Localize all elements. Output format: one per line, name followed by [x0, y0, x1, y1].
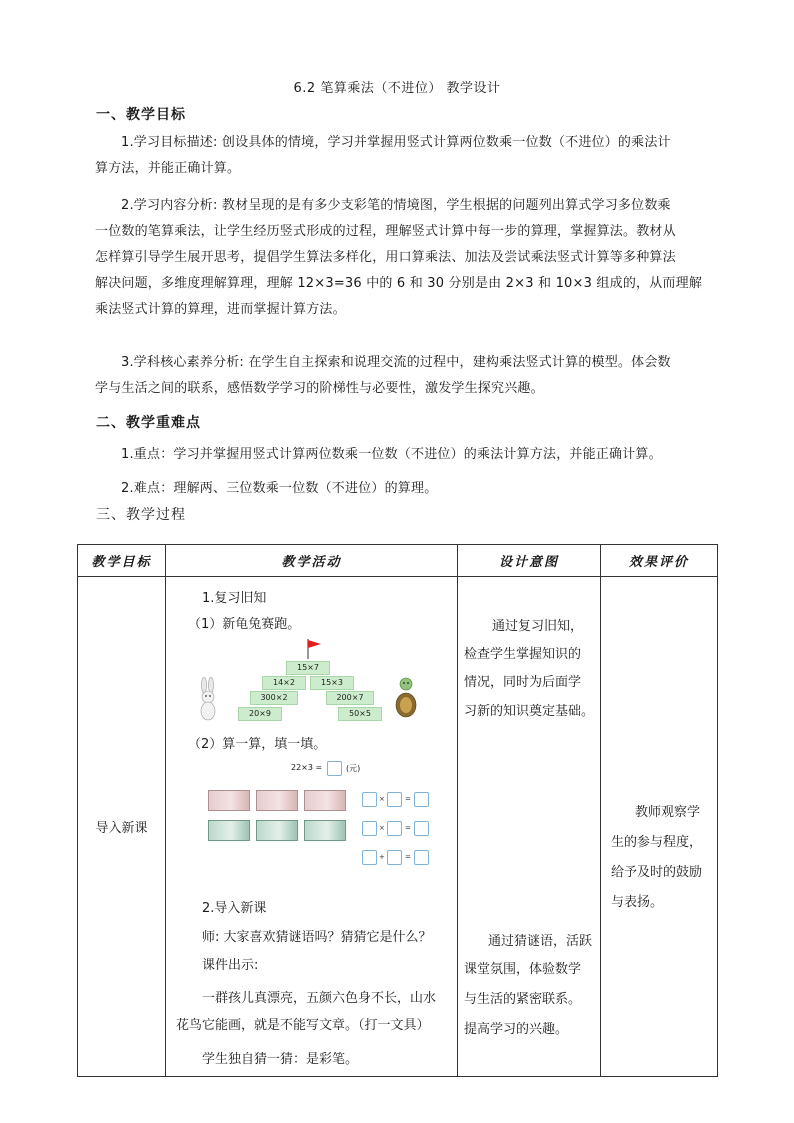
fill-box [362, 821, 377, 836]
banknote-10-icon [208, 790, 250, 811]
evaluation-cell [601, 577, 718, 1077]
intent-cell [458, 577, 601, 1077]
goal-cell: 导入新课 [78, 577, 166, 1077]
fill-box [387, 850, 402, 865]
intent-line: 检查学生掌握知识的 [464, 647, 582, 662]
intent-line: 通过猜谜语，活跃 [488, 934, 593, 949]
pyramid-block: 200×7 [326, 691, 374, 705]
keypoint-line: 1.重点：学习并掌握用竖式计算两位数乘一位数（不进位）的乘法计算方法，并能正确计算。 [121, 447, 662, 462]
section-heading-goals: 一、教学目标 [96, 107, 186, 123]
flag-icon [306, 639, 324, 659]
equals-sign: = [405, 853, 411, 861]
turtle-icon [394, 675, 418, 721]
activity-line: （2）算一算，填一填。 [188, 737, 327, 752]
page-title: 6.2 笔算乘法（不进位） 教学设计 [293, 81, 501, 96]
banknote-10-icon [304, 790, 346, 811]
line: 乘法竖式计算的算理，进而掌握计算方法。 [95, 302, 346, 317]
equation-text: 22×3 = [291, 763, 323, 772]
equals-sign: = [405, 824, 411, 832]
activity-line: 学生独自猜一猜：是彩笔。 [202, 1052, 359, 1067]
header-activity: 教学活动 [166, 545, 458, 577]
evaluation-line: 与表扬。 [611, 895, 664, 910]
pyramid-block: 20×9 [238, 707, 282, 721]
activity-line: 师: 大家喜欢猜谜语吗？猜猜它是什么？ [202, 930, 432, 945]
banknote-10-icon [256, 790, 298, 811]
goal-paragraph-3 [95, 350, 715, 402]
activity-line: 2.导入新课 [202, 901, 267, 916]
intent-line: 提高学习的兴趣。 [464, 1022, 569, 1037]
times-sign: × [379, 795, 385, 803]
activity-line: 课件出示: [202, 958, 259, 973]
header-goal: 教学目标 [78, 545, 166, 577]
times-sign: × [379, 824, 385, 832]
banknote-1-icon [208, 820, 250, 841]
activity-line: 1.复习旧知 [202, 591, 267, 606]
pyramid-block: 15×3 [310, 676, 354, 690]
activity-line: （1）新龟兔赛跑。 [188, 617, 301, 632]
rabbit-icon [196, 677, 220, 723]
line: 3.学科核心素养分析: 在学生自主探索和说理交流的过程中，建构乘法竖式计算的模型。体会数 [121, 355, 671, 370]
line: 解决问题，多维度理解算理，理解 12×3=36 中的 6 和 30 分别是由 2×3 和 10×3 组成的，从而理解 [95, 276, 703, 291]
evaluation-line: 给予及时的鼓励 [611, 865, 703, 880]
intent-line: 通过复习旧知， [492, 619, 584, 634]
banknote-1-icon [256, 820, 298, 841]
goal-paragraph-1 [95, 130, 715, 182]
activity-line: 一群孩儿真漂亮，五颜六色身不长，山水 [202, 991, 437, 1006]
fill-box [362, 792, 377, 807]
header-evaluation: 效果评价 [601, 545, 718, 577]
section-heading-process: 三、教学过程 [96, 507, 186, 523]
intent-line: 情况，同时为后面学 [464, 675, 582, 690]
line: 学与生活之间的联系，感悟数学学习的阶梯性与必要性，激发学生探究兴趣。 [95, 381, 544, 396]
evaluation-line: 教师观察学 [635, 805, 701, 820]
line: 怎样算引导学生展开思考，提倡学生算法多样化，用口算乘法、加法及尝试乘法竖式计算等多种算法 [95, 250, 676, 265]
equals-sign: = [405, 795, 411, 803]
line: 算方法，并能正确计算。 [95, 161, 241, 176]
section-heading-keypoints: 二、教学重难点 [96, 415, 201, 431]
plus-sign: + [379, 853, 385, 861]
fill-box [414, 821, 429, 836]
line: 2.学习内容分析: 教材呈现的是有多少支彩笔的情境图，学生根据的问题列出算式学习多位数乘 [121, 198, 671, 213]
unit-text: (元) [346, 764, 361, 773]
process-table [77, 544, 718, 1077]
intent-line: 与生活的紧密联系。 [464, 992, 582, 1007]
line: 1.学习目标描述: 创设具体的情境，学习并掌握用竖式计算两位数乘一位数（不进位）的乘法计 [121, 135, 671, 150]
activity-cell [166, 577, 458, 1077]
pyramid-block: 300×2 [250, 691, 298, 705]
answer-box [327, 761, 342, 776]
line: 一位数的笔算乘法，让学生经历竖式形成的过程，理解竖式计算中每一步的算理，掌握算法。教材从 [95, 224, 676, 239]
pyramid-block: 15×7 [286, 661, 330, 675]
pyramid-block: 14×2 [262, 676, 306, 690]
banknote-1-icon [304, 820, 346, 841]
difficulty-line: 2.难点：理解两、三位数乘一位数（不进位）的算理。 [121, 481, 438, 496]
fill-box [362, 850, 377, 865]
fill-box [414, 792, 429, 807]
goal-paragraph-2 [95, 193, 715, 323]
header-intent: 设计意图 [458, 545, 601, 577]
fill-box [414, 850, 429, 865]
fill-box [387, 792, 402, 807]
table-header-row [78, 545, 718, 577]
pyramid-block: 50×5 [338, 707, 382, 721]
intent-line: 课堂氛围，体验数学 [464, 962, 582, 977]
activity-line: 花鸟它能画，就是不能写文章。（打一文具） [176, 1018, 430, 1033]
evaluation-line: 生的参与程度， [611, 835, 703, 850]
intent-line: 习新的知识奠定基础。 [464, 704, 595, 719]
table-row [78, 577, 718, 1077]
fill-box [387, 821, 402, 836]
